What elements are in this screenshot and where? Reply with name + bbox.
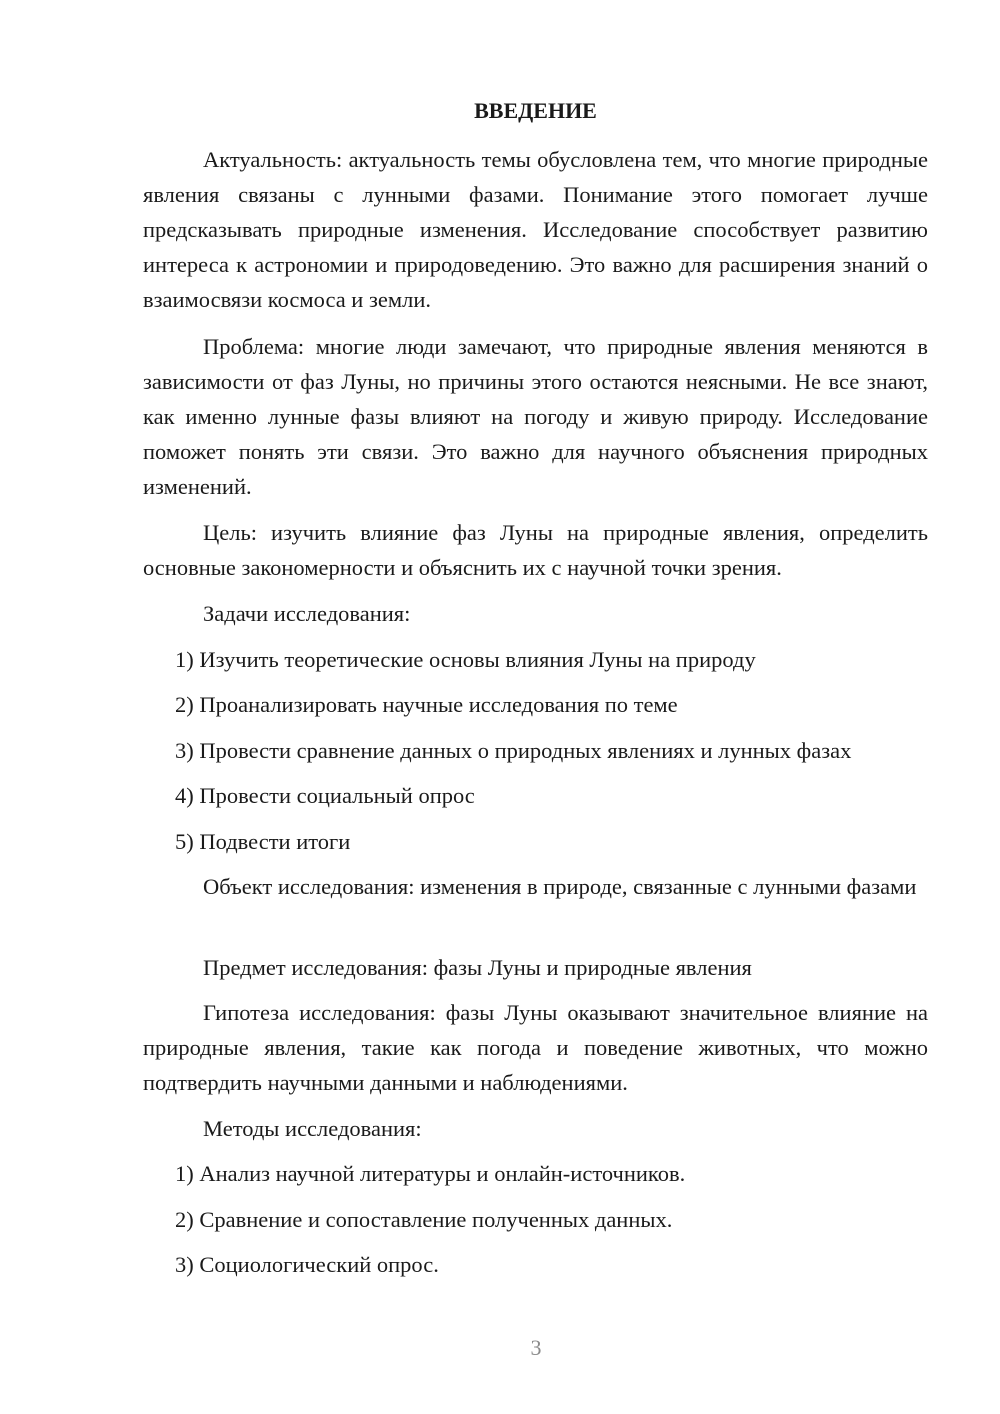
section-title: ВВЕДЕНИЕ: [474, 98, 597, 123]
methods-heading: Методы исследования:: [203, 1116, 422, 1141]
object-paragraph: Объект исследования: изменения в природе, связанные с лунными фазами: [203, 874, 917, 899]
goal-paragraph: Цель: изучить влияние фаз Луны на природные явления, определить основные закономерности и объяснить их с научной точки зрения.: [143, 520, 928, 580]
task-item: 3) Провести сравнение данных о природных явлениях и лунных фазах: [175, 738, 852, 763]
hypothesis-paragraph: Гипотеза исследования: фазы Луны оказывают значительное влияние на природные явления, такие как погода и поведение животных, что можно подтвердить научными данными и наблюдениями.: [143, 1000, 928, 1095]
task-item: 1) Изучить теоретические основы влияния Луны на природу: [175, 647, 756, 672]
task-item: 2) Проанализировать научные исследования по теме: [175, 692, 678, 717]
relevance-paragraph: Актуальность: актуальность темы обусловлена тем, что многие природные явления связаны с лунными фазами. Понимание этого помогает лучше предсказывать природные изменения. Исследование способствует развитию интереса к астрономии и природоведению. Это важно для расширения знаний о взаимосвязи космоса и земли.: [143, 147, 928, 312]
problem-paragraph: Проблема: многие люди замечают, что природные явления меняются в зависимости от фаз Луны, но причины этого остаются неясными. Не все знают, как именно лунные фазы влияют на погоду и живую природу. Исследование поможет понять эти связи. Это важно для научного объяснения природных изменений.: [143, 334, 928, 499]
subject-paragraph: Предмет исследования: фазы Луны и природные явления: [203, 955, 752, 980]
page-number: 3: [530, 1335, 542, 1360]
tasks-heading: Задачи исследования:: [203, 601, 411, 626]
method-item: 3) Социологический опрос.: [175, 1252, 439, 1277]
method-item: 2) Сравнение и сопоставление полученных данных.: [175, 1207, 673, 1232]
task-item: 5) Подвести итоги: [175, 829, 351, 854]
task-item: 4) Провести социальный опрос: [175, 783, 475, 808]
method-item: 1) Анализ научной литературы и онлайн-источников.: [175, 1161, 686, 1186]
